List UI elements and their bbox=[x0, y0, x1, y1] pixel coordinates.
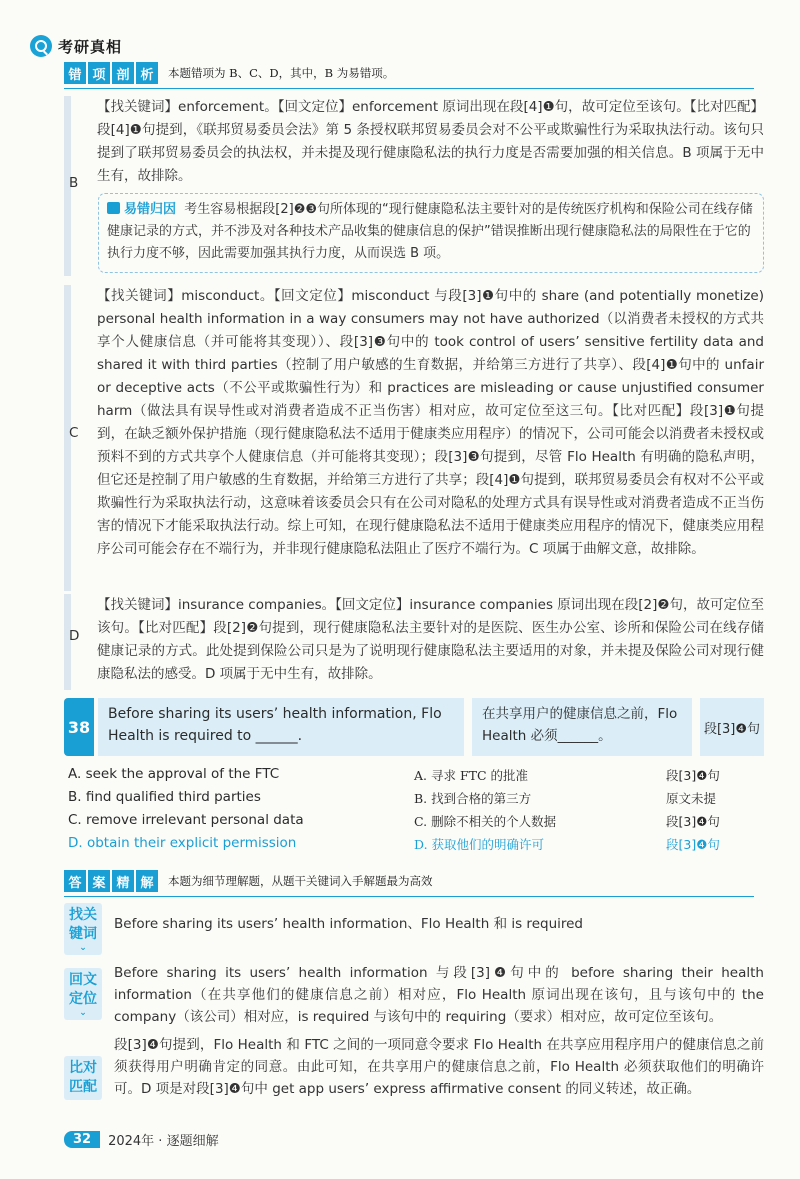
step-tag-line: 比对 bbox=[69, 1060, 97, 1076]
badge-char: 析 bbox=[136, 62, 158, 84]
answer-zh: B. 找到合格的第三方 bbox=[414, 791, 532, 806]
option-b-text: 【找关键词】enforcement。【回文定位】enforcement 原词出现在段[4]❶句，故可定位至该句。【比对匹配】段[4]❶句提到，《联邦贸易委员会法》第 5 条授权联邦贸易委员会对不公平或欺骗性行为采取执法行动。该句只提到了联邦贸易委员会的执法权，并未提及现行健康隐私法的执行力度是否需要加强的相关信息。B 项属于无中生有，故排除。 bbox=[97, 99, 764, 184]
answer-option-b bbox=[64, 789, 764, 811]
step-tag bbox=[64, 903, 102, 955]
answer-section-desc: 本题为细节理解题，从题干关键词入手解题最为高效 bbox=[168, 874, 433, 888]
step-match bbox=[64, 1034, 764, 1124]
answer-en: A. seek the approval of the FTC bbox=[68, 766, 280, 782]
error-section-badge bbox=[64, 62, 160, 84]
badge-char: 答 bbox=[64, 870, 86, 892]
error-section-header bbox=[64, 62, 754, 84]
step-tag bbox=[64, 968, 102, 1020]
answer-section-header bbox=[64, 870, 754, 892]
answer-location: 段[3]❹句 bbox=[666, 814, 720, 829]
question-row bbox=[64, 698, 764, 756]
error-reason-box bbox=[98, 193, 764, 273]
answer-section-badge bbox=[64, 870, 160, 892]
badge-char: 解 bbox=[136, 870, 158, 892]
answer-option-d bbox=[64, 835, 764, 857]
error-reason-body: 考生容易根据段[2]❷❸句所体现的“现行健康隐私法主要针对的是传统医疗机构和保险公司在线存储健康记录的方式，并不涉及对各种技术产品收集的健康信息的保护”错误推断出现行健康隐私法的局限性在于它的执行力度不够，因此需要加强其执行力度，从而误选 B 项。 bbox=[107, 202, 753, 261]
page-number: 32 bbox=[64, 1131, 100, 1148]
error-reason-text bbox=[107, 199, 755, 265]
option-c-text: 【找关键词】misconduct。【回文定位】misconduct 与段[3]❶句中的 share (and potentially monetize) personal health information in a way consumers may not have authorized（以消费者未授权的方式共享个人健康信息（并可能将其变现））、段[3]❸句中的 took control of users’ sensitive fertility data and shared it with third parties（控制了用户敏感的生育数据，并给第三方进行了共享）、段[4]❶句中的 unfair or deceptive acts（不公平或欺骗性行为）和 practices are misleading or cause unjustified consumer harm（做法具有误导性或对消费者造成不正当伤害）相对应，故可定位至这三句。【比对匹配】段[3]❶句提到，在缺乏额外保护措施（现行健康隐私法不适用于健康类应用程序）的情况下，公司可能会以消费者未授权或预料不到的方式共享个人健康信息（并可能将其变现）；段[3]❸句提到，尽管 Flo Health 有明确的隐私声明，但它还是控制了用户敏感的生育数据，并给第三方进行了共享；段[4]❶句提到，联邦贸易委员会有权对不公平或欺骗性行为采取执法行动，这意味着该委员会只有在公司对隐私的处理方式具有误导性或对消费者造成不正当伤害的情况下才能采取执法行动。综上可知，在现行健康隐私法不适用于健康类应用程序的情况下，健康类应用程序公司可能会存在不端行为，并非现行健康隐私法阻止了医疗不端行为。C 项属于曲解文意，故排除。 bbox=[97, 288, 764, 557]
badge-char: 项 bbox=[88, 62, 110, 84]
step-tag bbox=[64, 1056, 102, 1100]
option-d-text: 【找关键词】insurance companies。【回文定位】insurance companies 原词出现在段[2]❷句，故可定位至该句。【比对匹配】段[2]❷句提到，现行健康隐私法主要针对的是医院、医生办公室、诊所和保险公司在线存储健康记录的方式。此处提到保险公司只是为了说明现行健康隐私法主要适用的对象，并未提及保险公司对现行健康隐私法的感受。D 项属于无中生有，故排除。 bbox=[97, 597, 764, 682]
answer-location: 段[3]❹句 bbox=[666, 837, 720, 852]
step-tag-line: 回文 bbox=[69, 972, 97, 988]
option-c-block bbox=[64, 285, 764, 591]
answer-zh: D. 获取他们的明确许可 bbox=[414, 837, 545, 852]
question-location: 段[3]❹句 bbox=[700, 698, 764, 756]
footer bbox=[64, 1130, 219, 1149]
badge-char: 错 bbox=[64, 62, 86, 84]
answer-option-c bbox=[64, 812, 764, 834]
answer-option-a bbox=[64, 766, 764, 788]
step-text: Before sharing its users’ health information、Flo Health 和 is required bbox=[114, 916, 583, 932]
answer-en: C. remove irrelevant personal data bbox=[68, 812, 304, 828]
error-reason-title: 易错归因 bbox=[124, 202, 177, 217]
chevron-down-icon: ⌄ bbox=[79, 1008, 87, 1018]
step-text: 段[3]❹句提到，Flo Health 和 FTC 之间的一项同意令要求 Flo Health 在共享应用程序用户的健康信息之前须获得用户明确肯定的同意。由此可知，在共享用户的健康信息之前，Flo Health 必须获取他们的明确许可。D 项是对段[3]❹句中 get app users’ express affirmative consent 的同义转述，故正确。 bbox=[114, 1037, 764, 1097]
option-letter: B bbox=[69, 175, 79, 191]
answer-zh: C. 删除不相关的个人数据 bbox=[414, 814, 557, 829]
answer-location: 段[3]❹句 bbox=[666, 768, 720, 783]
step-tag-line: 定位 bbox=[69, 991, 97, 1007]
step-tag-line: 找关 bbox=[69, 907, 97, 923]
step-tag-line: 键词 bbox=[69, 926, 97, 942]
header-title: 考研真相 bbox=[58, 37, 123, 56]
step-text: Before sharing its users’ health information 与段[3]❹句中的 before sharing their health information（在共享他们的健康信息之前）相对应，Flo Health 原词出现在该句，且与该句中的 the company（该公司）相对应，is required 与该句中的 requiring（要求）相对应，故可定位至该句。 bbox=[114, 965, 764, 1025]
error-section-desc: 本题错项为 B、C、D，其中，B 为易错项。 bbox=[168, 66, 395, 80]
divider bbox=[64, 88, 754, 89]
question-zh: 在共享用户的健康信息之前，Flo Health 必须______。 bbox=[472, 698, 692, 756]
error-icon bbox=[107, 202, 120, 214]
badge-char: 剖 bbox=[112, 62, 134, 84]
header bbox=[30, 34, 122, 58]
badge-char: 案 bbox=[88, 870, 110, 892]
option-letter: C bbox=[69, 425, 79, 441]
answer-en: D. obtain their explicit permission bbox=[68, 835, 297, 851]
answer-en: B. find qualified third parties bbox=[68, 789, 261, 805]
option-d-block bbox=[64, 594, 764, 690]
search-logo-icon bbox=[30, 35, 52, 57]
answer-zh: A. 寻求 FTC 的批准 bbox=[414, 768, 528, 783]
answer-location: 原文未提 bbox=[666, 791, 717, 806]
badge-char: 精 bbox=[112, 870, 134, 892]
step-keywords bbox=[64, 903, 764, 955]
divider bbox=[64, 896, 754, 897]
option-letter: D bbox=[69, 628, 80, 644]
chevron-down-icon: ⌄ bbox=[79, 943, 87, 953]
step-locate bbox=[64, 962, 764, 1032]
question-number: 38 bbox=[64, 698, 94, 756]
footer-label: 2024年 · 逐题细解 bbox=[108, 1134, 219, 1149]
question-en: Before sharing its users’ health information, Flo Health is required to ______. bbox=[98, 698, 464, 756]
step-tag-line: 匹配 bbox=[69, 1079, 97, 1095]
